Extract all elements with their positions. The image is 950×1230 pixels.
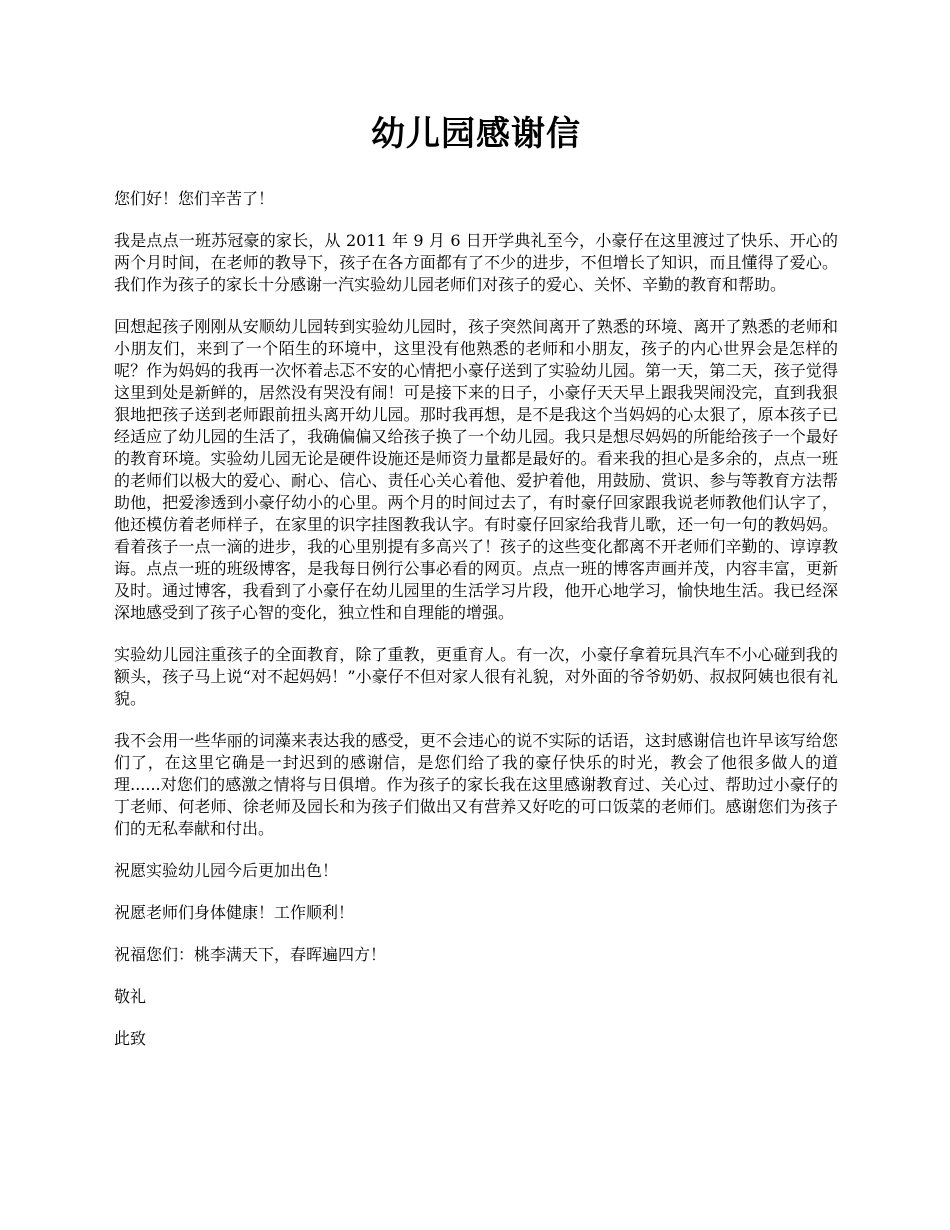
wish-line-blessing: 祝福您们：桃李满天下，春晖遍四方！ xyxy=(114,945,387,964)
paragraph-manners: 实验幼儿园注重孩子的全面教育，除了重教，更重育人。有一次，小豪仔拿着玩具汽车不小心碰到我的额头，孩子马上说“对不起妈妈！”小豪仔不但对家人很有礼貌，对外面的爷爷奶奶、叔叔阿姨也很有礼貌。 xyxy=(114,645,838,708)
paragraph-recollection: 回想起孩子刚刚从安顺幼儿园转到实验幼儿园时，孩子突然间离开了熟悉的环境、离开了熟悉的老师和小朋友们，来到了一个陌生的环境中，这里没有他熟悉的老师和小朋友，孩子的内心世界会是怎样的呢？作为妈妈的我再一次怀着忐忑不安的心情把小豪仔送到了实验幼儿园。第一天，第二天，孩子觉得这里到处是新鲜的，居然没有哭没有闹！可是接下来的日子，小豪仔天天早上跟我哭闹没完，直到我狠狠地把孩子送到老师跟前扭头离开幼儿园。那时我再想，是不是我这个当妈妈的心太狠了，原本孩子已经适应了幼儿园的生活了，我确偏偏又给孩子换了一个幼儿园。我只是想尽妈妈的所能给孩子一个最好的教育环境。实验幼儿园无论是硬件设施还是师资力量都是最好的。看来我的担心是多余的，点点一班的老师们以极大的爱心、耐心、信心、责任心关心着他、爱护着他，用鼓励、赏识、参与等教育方法帮助他，把爱渗透到小豪仔幼小的心里。两个月的时间过去了，有时豪仔回家跟我说老师教他们认字了，他还模仿着老师样子，在家里的识字挂图教我认字。有时豪仔回家给我背儿歌，还一句一句的教妈妈。看着孩子一点一滴的进步，我的心里别提有多高兴了！孩子的这些变化都离不开老师们辛勤的、谆谆教诲。点点一班的班级博客，是我每日例行公事必看的网页。点点一班的博客声画并茂，内容丰富，更新及时。通过博客，我看到了小豪仔在幼儿园里的生活学习片段，他开心地学习，愉快地生活。我已经深深地感受到了孩子心智的变化，独立性和自理能的增强。 xyxy=(114,317,838,622)
closing-zhici: 此致 xyxy=(114,1029,147,1048)
wish-line-teachers: 祝愿老师们身体健康！工作顺利！ xyxy=(114,903,355,922)
greeting-line: 您们好！您们辛苦了！ xyxy=(114,189,275,208)
paragraph-introduction: 我是点点一班苏冠豪的家长，从 2011 年 9 月 6 日开学典礼至今，小豪仔在这里渡过了快乐、开心的两个月时间，在老师的教导下，孩子在各方面都有了不少的进步，不但增长了知识，而且懂得了爱心。我们作为孩子的家长十分感谢一汽实验幼儿园老师们对孩子的爱心、关怀、辛勤的教育和帮助。 xyxy=(114,231,838,294)
paragraph-gratitude: 我不会用一些华丽的词藻来表达我的感受，更不会违心的说不实际的话语，这封感谢信也许早该写给您们了，在这里它确是一封迟到的感谢信，是您们给了我的豪仔快乐的时光，教会了他很多做人的道理......对您们的感激之情将与日俱增。作为孩子的家长我在这里感谢教育过、关心过、帮助过小豪仔的丁老师、何老师、徐老师及园长和为孩子们做出又有营养又好吃的可口饭菜的老师们。感谢您们为孩子们的无私奉献和付出。 xyxy=(114,731,838,838)
closing-salute: 敬礼 xyxy=(114,987,147,1006)
letter-title: 幼儿园感谢信 xyxy=(371,114,581,154)
wish-line-kindergarten: 祝愿实验幼儿园今后更加出色！ xyxy=(114,861,339,880)
letter-body xyxy=(114,110,838,1070)
